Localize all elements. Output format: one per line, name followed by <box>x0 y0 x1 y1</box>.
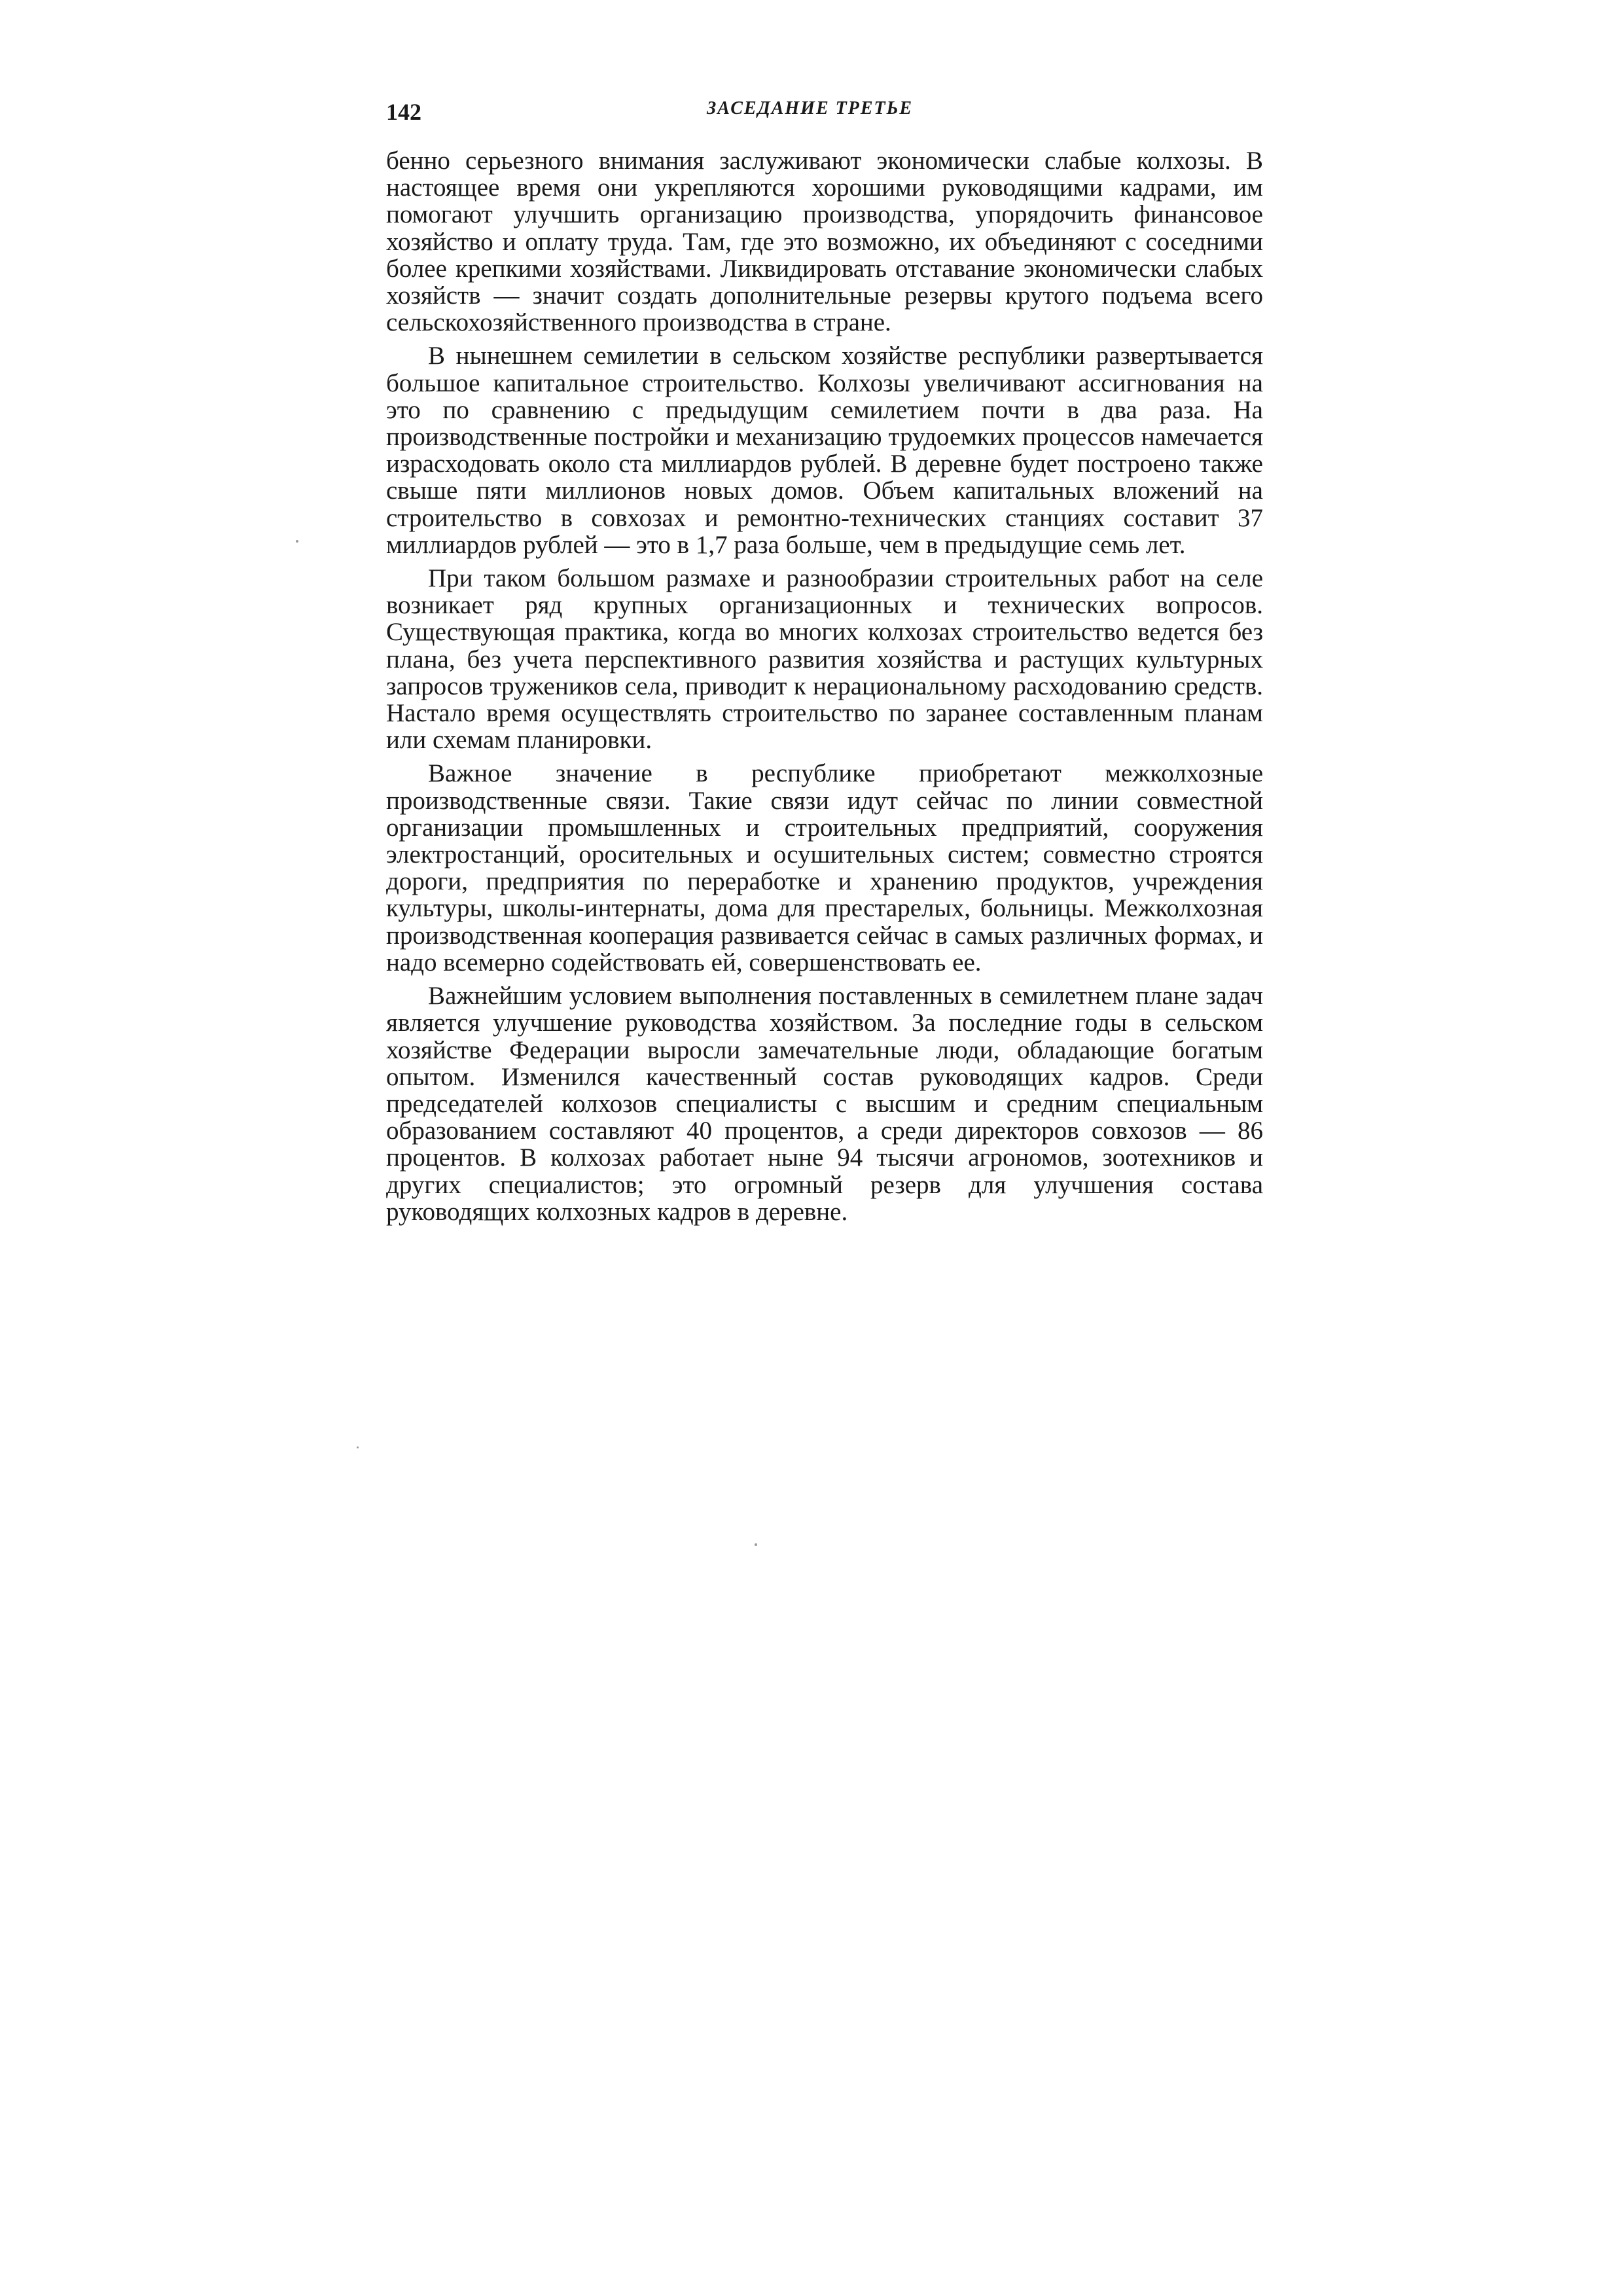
paragraph-5: Важнейшим условием выполнения поставленных в семилетнем плане задач является улучшение руководства хозяйством. За последние годы в сельском хозяйстве Федерации выросли замечательные люди, обладающие богатым опытом. Изменился качественный состав руководящих кадров. Среди председателей колхозов специалисты с высшим и средним специальным образованием составляют 40 процентов, а среди директоров совхозов — 86 процентов. В колхозах работает ныне 94 тысячи агрономов, зоотехников и других специалистов; это огромный резерв для улучшения состава руководящих колхозных кадров в деревне. <box>386 982 1263 1226</box>
paragraph-4: Важное значение в республике приобретают межколхозные производственные связи. Такие связи идут сейчас по линии совместной организации промышленных и строительных предприятий, сооружения электростанций, оросительных и осушительных систем; совместно строятся дороги, предприятия по переработке и хранению продуктов, учреждения культуры, школы-интернаты, дома для престарелых, больницы. Межколхозная производственная кооперация развивается сейчас в самых различных формах, и надо всемерно содействовать ей, совершенствовать ее. <box>386 759 1263 977</box>
scan-speck <box>755 1543 757 1546</box>
body-text <box>386 147 1263 1232</box>
paragraph-1: бенно серьезного внимания заслуживают экономически слабые колхозы. В настоящее время они укрепляются хорошими руководящими кадрами, им помогают улучшить организацию производства, упорядочить финансовое хозяйство и оплату труда. Там, где это возможно, их объединяют с соседними более крепкими хозяйствами. Ликвидировать отставание экономически слабых хозяйств — значит создать дополнительные резервы крутого подъема всего сельскохозяйственного производства в стране. <box>386 147 1263 337</box>
paragraph-2: В нынешнем семилетии в сельском хозяйстве республики развертывается большое капитальное строительство. Колхозы увеличивают ассигнования на это по сравнению с предыдущим семилетием почти в два раза. На производственные постройки и механизацию трудоемких процессов намечается израсходовать около ста миллиардов рублей. В деревне будет построено также свыше пяти миллионов новых домов. Объем капитальных вложений на строительство в совхозах и ремонтно-технических станциях составит 37 миллиардов рублей — это в 1,7 раза больше, чем в предыдущие семь лет. <box>386 342 1263 559</box>
section-title: ЗАСЕДАНИЕ ТРЕТЬЕ <box>707 98 914 118</box>
scan-speck <box>357 1446 359 1448</box>
page-number: 142 <box>386 99 421 125</box>
running-header <box>386 98 1263 137</box>
scan-speck <box>296 540 298 543</box>
paragraph-3: При таком большом размахе и разнообразии строительных работ на селе возникает ряд крупных организационных и технических вопросов. Существующая практика, когда во многих колхозах строительство ведется без плана, без учета перспективного развития хозяйства и растущих культурных запросов тружеников села, приводит к нерациональному расходованию средств. Настало время осуществлять строительство по заранее составленным планам или схемам планировки. <box>386 564 1263 755</box>
